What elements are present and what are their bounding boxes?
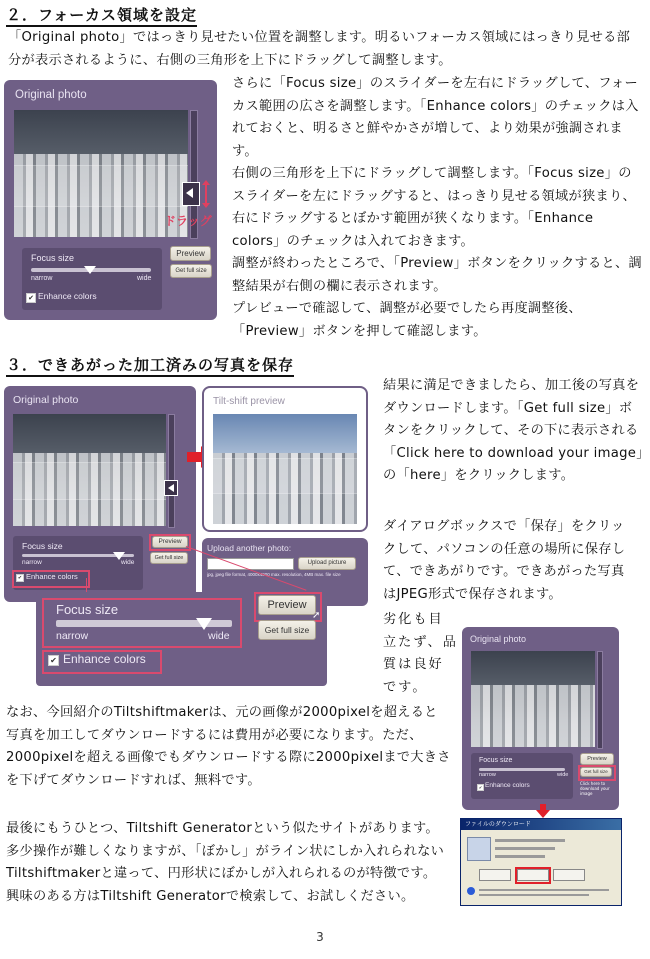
cancel-button[interactable] <box>553 869 585 881</box>
enhance-colors-label-2: Enhance colors <box>26 572 78 581</box>
original-photo-2 <box>13 414 166 526</box>
open-button[interactable] <box>479 869 511 881</box>
section-3-text-2: ダイアログボックスで「保存」をクリッ クして、パソコンの任意の場所に保存し て、できあがりです。できあがった写真 はJPEG形式で保存されます。 <box>383 519 626 602</box>
original-photo <box>14 110 188 237</box>
connector-line-left <box>86 578 87 592</box>
original-photo-title: Original photo <box>15 89 87 101</box>
info-icon <box>467 887 475 895</box>
get-full-size-button-2[interactable]: Get full size <box>150 552 188 564</box>
zoom-preview-button[interactable]: Preview <box>258 595 316 615</box>
controls-box-3 <box>471 753 573 799</box>
preview-button-2[interactable]: Preview <box>152 536 188 548</box>
wide-label-2: wide <box>121 559 135 566</box>
download-dialog <box>460 818 622 906</box>
section-3-heading: ３．できあがった加工済みの写真を保存 <box>6 354 294 375</box>
zoom-enhance-colors-checkbox[interactable]: ✔ <box>48 655 59 666</box>
original-photo-title-2: Original photo <box>13 394 79 406</box>
narrow-label-3: narrow <box>479 772 496 778</box>
enhance-colors-label-3: Enhance colors <box>485 782 530 789</box>
dialog-text-line <box>479 889 609 891</box>
enhance-colors-label: Enhance colors <box>38 291 97 301</box>
download-link[interactable]: Click here to download your image <box>580 781 610 796</box>
preview-button-3[interactable]: Preview <box>580 753 614 765</box>
zoom-wide-label: wide <box>208 630 230 642</box>
upload-picture-button[interactable]: Upload picture <box>298 557 356 570</box>
upload-title: Upload another photo: <box>207 543 292 553</box>
tiltshift-preview-image <box>213 414 357 524</box>
tiltshift-preview-title: Tilt-shift preview <box>213 396 285 407</box>
final-paragraph: 最後にもうひとつ、Tiltshift Generatorという似たサイトがあります。 多少操作が難しくなりますが、「ぼかし」がライン状にしか入れられない Tiltshiftmakerと違って、円形状にぼかしが入れられるのが特徴です。 興味のある方はTiltshift Generatorで検索して、お試しください。 <box>6 821 445 904</box>
original-photo-panel-3 <box>462 627 619 810</box>
tiltshift-app-screenshot <box>4 80 217 320</box>
drag-label: ドラッグ <box>164 214 212 228</box>
zoom-focus-size-slider-knob[interactable] <box>196 618 212 630</box>
dialog-text-line <box>495 847 555 850</box>
enhance-colors-checkbox[interactable]: ✔ <box>26 293 36 303</box>
section-2-heading: ２．フォーカス領域を設定 <box>6 4 197 25</box>
zoom-enhance-colors-label: Enhance colors <box>63 652 146 666</box>
zoom-focus-size-label: Focus size <box>56 602 119 617</box>
file-icon <box>467 837 491 861</box>
focus-size-slider-knob[interactable] <box>84 266 96 274</box>
focus-triangle-handle-2[interactable] <box>164 480 178 496</box>
enhance-colors-checkbox-2[interactable]: ✔ <box>17 575 23 581</box>
original-photo-3 <box>471 651 595 747</box>
page-number: 3 <box>316 930 324 944</box>
focus-triangle-handle[interactable] <box>182 182 200 206</box>
get-full-size-button[interactable]: Get full size <box>170 264 212 278</box>
save-button[interactable] <box>517 869 549 881</box>
section-2-body: さらに「Focus size」のスライダーを左右にドラッグして、フォー カス範囲の広さを調整します。「Enhance colors」のチェックは入 れておくと、明るさと鮮やかさが増して、より効果が強調されます。 右側の三角形を上下にドラッグして調整します。「Focus size」の スライダーを左にドラッグすると、はっきり見せる領域が狭まり、 右にドラッグするとぼかす範囲が狭くなります。「Enhance colors」のチェックは入れておきます。 調整が終わったところで、「Preview」ボタンをクリックすると、調 整結果が右側の欄に表示されます。 プレビューで確認して、調整が必要でしたら再度調整後、 「Preview」ボタンを押して確認します。 <box>232 76 642 339</box>
download-dialog-title: ファイルのダウンロード <box>461 819 621 830</box>
preview-button[interactable]: Preview <box>170 246 211 261</box>
narrow-label: narrow <box>31 275 53 282</box>
section-3-narrow-text: 劣化も目 立たず、品 質は良好 です。 <box>383 612 458 695</box>
focus-track-2 <box>168 414 175 528</box>
dialog-text-line <box>495 855 545 858</box>
narrow-label-2: narrow <box>22 559 42 566</box>
controls-box <box>22 248 162 310</box>
dialog-text-line <box>479 894 589 896</box>
section-3-bottom-text: なお、今回紹介のTiltshiftmakerは、元の画像が2000pixelを超えると 写真を加工してダウンロードするには費用が必要になります。ただ、 2000pixelを超える画像でもダウンロードする際に2000pixelまで大きさ を下げてダウンロードすれば、無料です。 <box>6 705 451 788</box>
wide-label: wide <box>137 275 152 282</box>
section-3-text-1: 結果に満足できましたら、加工後の写真を ダウンロードします。「Get full size」ボ タンをクリックして、その下に表示される 「Click here to download your image」 の「here」をクリックします。 <box>383 378 650 483</box>
dialog-text-line <box>495 839 565 842</box>
zoomed-controls-panel <box>36 592 327 686</box>
tiltshift-preview-card <box>202 386 368 532</box>
original-photo-title-3: Original photo <box>470 634 527 644</box>
mouse-pointer-icon: ➚ <box>312 610 321 621</box>
zoom-narrow-label: narrow <box>56 630 89 642</box>
section-2-intro: 「Original photo」ではっきり見せたい位置を調整します。明るいフォーカス領域にはっきり見せる部 分が表示されるように、右側の三角形を上下にドラッグして調整します。 <box>8 30 631 68</box>
focus-size-label-2: Focus size <box>22 541 63 551</box>
upload-note: jpg, jpeg file format, 4000x4000 max. resolution, 4MB max. file size <box>207 572 341 577</box>
focus-size-label: Focus size <box>31 253 75 263</box>
get-full-size-button-3[interactable]: Get full size <box>580 767 612 777</box>
zoom-get-full-size-button[interactable]: Get full size <box>258 620 316 640</box>
original-photo-panel-2 <box>4 386 196 602</box>
down-arrow-icon <box>536 803 550 817</box>
focus-size-slider-3[interactable] <box>479 768 565 771</box>
focus-track-3 <box>597 651 603 749</box>
focus-size-label-3: Focus size <box>479 757 513 764</box>
upload-file-input[interactable] <box>207 558 294 570</box>
wide-label-3: wide <box>557 772 569 778</box>
up-down-arrow-icon <box>202 180 210 208</box>
enhance-colors-checkbox-3[interactable]: ✔ <box>478 785 483 790</box>
